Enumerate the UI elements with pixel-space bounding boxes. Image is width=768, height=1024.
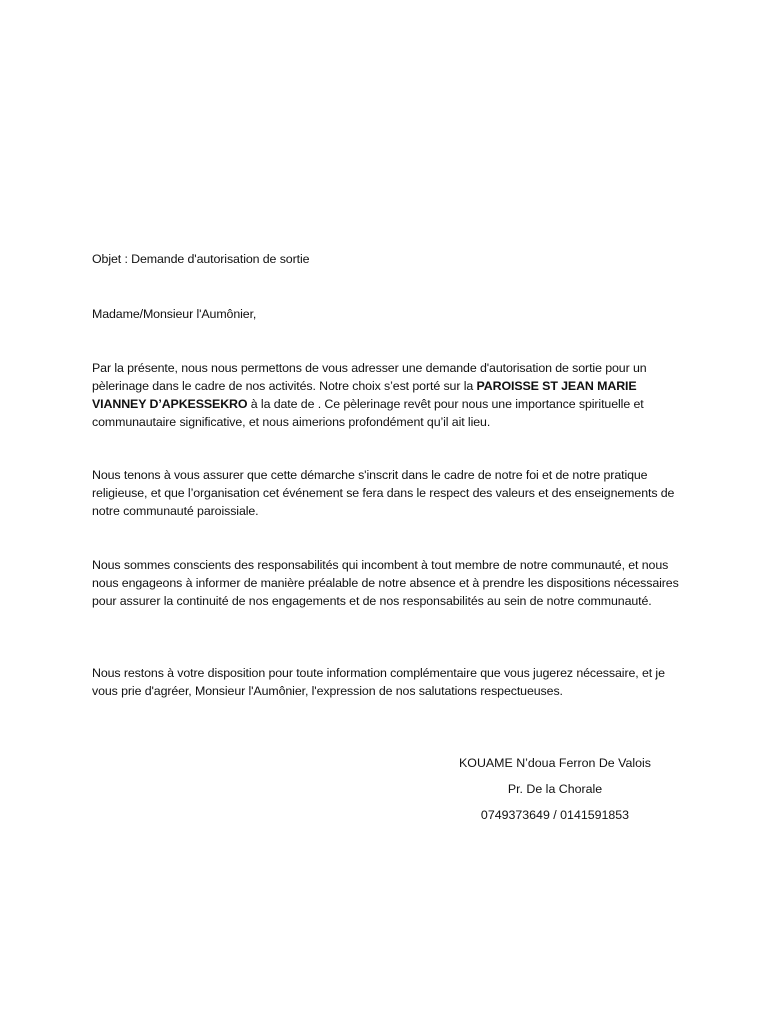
letter-salutation: Madame/Monsieur l'Aumônier, [92, 307, 257, 321]
letter-paragraph-3: Nous sommes conscients des responsabilités qui incombent à tout membre de notre communauté, et nous nous engageons à informer de manière préalable de notre absence et à prendre les dispositions nécessaires pour assurer la continuité de nos engagements et de nos responsabilités au sein de notre communauté. [92, 558, 679, 608]
letter-object: Objet : Demande d'autorisation de sortie [92, 252, 310, 266]
letter-paragraph-4: Nous restons à votre disposition pour toute information complémentaire que vous jugerez nécessaire, et je vous prie d'agréer, Monsieur l'Aumônier, l'expression de nos salutations respectueuses. [92, 666, 665, 698]
letter-paragraph-2: Nous tenons à vous assurer que cette démarche s'inscrit dans le cadre de notre foi et de notre pratique religieuse, et que l’organisation cet événement se fera dans le respect des valeurs et des enseignements de notre communauté paroissiale. [92, 468, 675, 518]
parish-name: PAROISSE ST JEAN MARIE VIANNEY D’APKESSEKRO [92, 379, 637, 411]
signature-role: Pr. De la Chorale [507, 782, 603, 796]
paragraph-1-intro: Par la présente, nous nous permettons de vous adresser une demande d'autorisation de sortie pour un pèlerinage dans le cadre de nos activités. Notre choix s’est porté sur la [92, 361, 647, 393]
paragraph-1-rest: à la date de . Ce pèlerinage revêt pour nous une importance spirituelle et communautaire significative, et nous aimerions profondément qu’il ait lieu. [92, 397, 644, 429]
signature-name: KOUAME N’doua Ferron De Valois [459, 756, 651, 770]
letter-paragraph-1 [92, 359, 682, 431]
signature-phone: 0749373649 / 0141591853 [480, 808, 630, 822]
